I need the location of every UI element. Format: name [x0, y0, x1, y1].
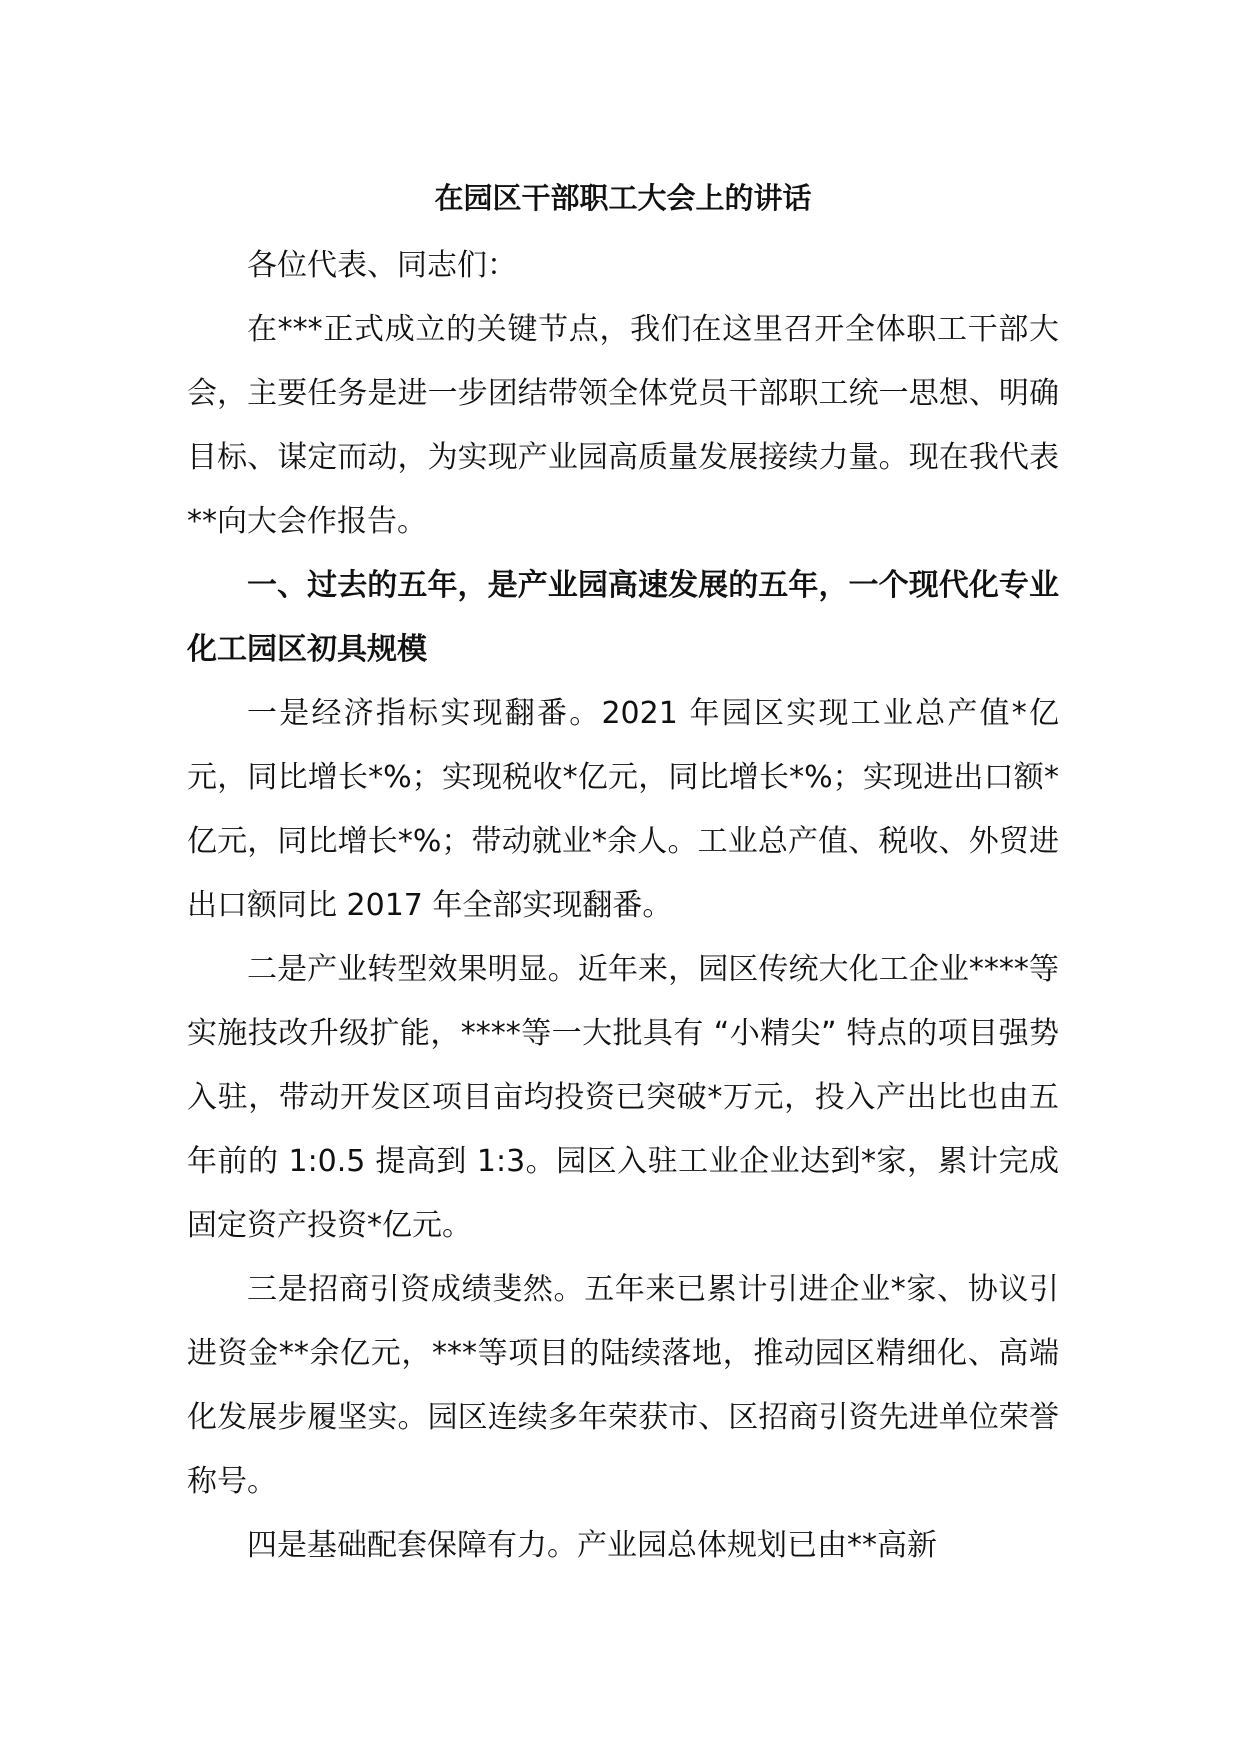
paragraph-point-2: 二是产业转型效果明显。近年来，园区传统大化工企业****等实施技改升级扩能，****等一大批具有 “小精尖” 特点的项目强势入驻，带动开发区项目亩均投资已突破*万元，投入产出比也由五年前的 1:0.5 提高到 1:3。园区入驻工业企业达到*家，累计完成固定资产投资*亿元。 [187, 952, 1059, 1243]
intro-paragraph: 在***正式成立的关键节点，我们在这里召开全体职工干部大会，主要任务是进一步团结带领全体党员干部职工统一思想、明确目标、谋定而动，为实现产业园高质量发展接续力量。现在我代表 **向大会作报告。 [187, 312, 1059, 539]
document-body [187, 170, 1059, 1578]
document-title: 在园区干部职工大会上的讲话 [434, 181, 812, 215]
paragraph-point-4: 四是基础配套保障有力。产业园总体规划已由**高新 [247, 1528, 937, 1563]
paragraph-point-1: 一是经济指标实现翻番。2021 年园区实现工业总产值*亿元，同比增长*%；实现税收*亿元，同比增长*%；实现进出口额*亿元，同比增长*%；带动就业*余人。工业总产值、税收、外贸进出口额同比 2017 年全部实现翻番。 [187, 696, 1059, 923]
salutation: 各位代表、同志们： [247, 248, 517, 283]
section-heading-1: 一、过去的五年，是产业园高速发展的五年，一个现代化专业化工园区初具规模 [187, 568, 1059, 667]
paragraph-point-3: 三是招商引资成绩斐然。五年来已累计引进企业*家、协议引进资金**余亿元，***等项目的陆续落地，推动园区精细化、高端化发展步履坚实。园区连续多年荣获市、区招商引资先进单位荣誉称号。 [187, 1272, 1059, 1499]
